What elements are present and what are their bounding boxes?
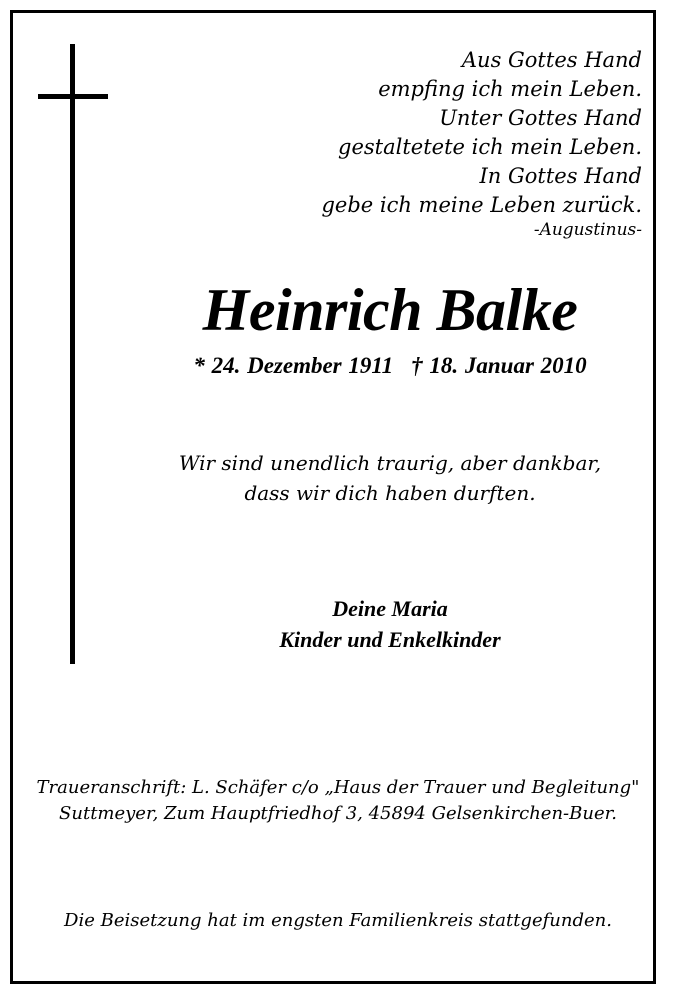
message-line: dass wir dich haben durften. (244, 481, 536, 505)
death-date: † 18. Januar 2010 (411, 353, 587, 378)
poem-line: gestaltetete ich mein Leben. (338, 135, 642, 159)
poem-line: gebe ich meine Leben zurück. (321, 193, 642, 217)
poem-line: empfing ich mein Leben. (378, 77, 642, 101)
burial-note: Die Beisetzung hat im engsten Familienkreis stattgefunden. (64, 910, 612, 931)
address-line: Traueranschrift: L. Schäfer c/o „Haus der Trauer und Begleitung" (36, 777, 640, 798)
cross-vertical-bar (70, 44, 75, 664)
mourning-address (13, 775, 663, 827)
poem-verse (182, 46, 642, 240)
poem-line: In Gottes Hand (479, 164, 642, 188)
deceased-name: Heinrich Balke (202, 277, 578, 343)
mourning-message (120, 448, 660, 508)
poem-line: Aus Gottes Hand (461, 48, 642, 72)
family-line: Kinder und Enkelkinder (279, 627, 501, 652)
poem-author: -Augustinus- (533, 220, 642, 240)
life-dates (120, 351, 660, 381)
family-signature (120, 593, 660, 655)
address-line: Suttmeyer, Zum Hauptfriedhof 3, 45894 Gelsenkirchen-Buer. (59, 803, 617, 824)
message-line: Wir sind unendlich traurig, aber dankbar, (178, 451, 602, 475)
poem-line: Unter Gottes Hand (439, 106, 642, 130)
birth-date: * 24. Dezember 1911 (193, 353, 394, 378)
family-line: Deine Maria (332, 596, 448, 621)
cross-horizontal-bar (38, 94, 108, 99)
